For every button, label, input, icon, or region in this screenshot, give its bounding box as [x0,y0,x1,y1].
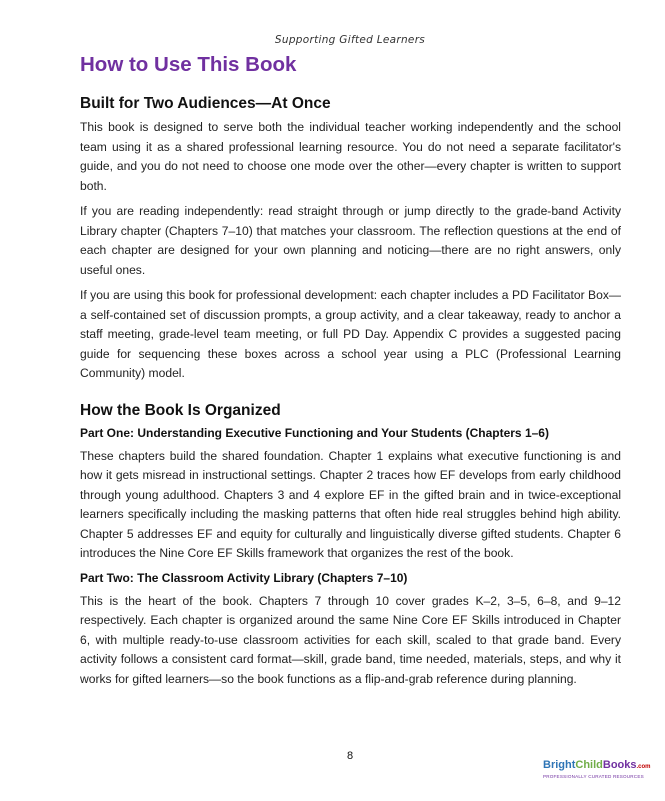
paragraph: If you are reading independently: read straight through or jump directly to the grade-band Activity Library chapter (Chapters 7–10) that matches your classroom. The reflection questions at the end of each chapter are designed for your own planning and noticing—there are no right answers, only useful ones. [80,204,621,277]
logo-tagline: PROFESSIONALLY CURATED RESOURCES [543,774,644,779]
page-number: 8 [346,750,354,762]
running-header: Supporting Gifted Learners [274,34,426,46]
part-one-heading: Part One: Understanding Executive Functioning and Your Students (Chapters 1–6) [80,425,549,440]
paragraph: If you are using this book for professional development: each chapter includes a PD Facilitator Box—a self-contained set of discussion prompts, a group activity, and a clear takeaway, ready to anchor a staff meeting, grade-level team meeting, or full PD Day. Appendix C provides a suggested pacing guide for sequencing these boxes across a school year using a PLC (Professional Learning Community) model. [80,288,621,380]
part-two-heading: Part Two: The Classroom Activity Library (Chapters 7–10) [80,570,408,585]
section-heading-audiences: Built for Two Audiences—At Once [80,95,331,112]
page-content [80,52,621,695]
section-heading-organization: How the Book Is Organized [80,401,281,419]
paragraph: This is the heart of the book. Chapters 7 through 10 cover grades K–2, 3–5, 6–8, and 9–12 respectively. Each chapter is organized around the same Nine Core EF Skills introduced in Chapter 6, with multiple ready-to-use classroom activities for each skill, scaled to that grade band. Every activity follows a consistent card format—skill, grade band, time needed, materials, steps, and why it works for gifted learners—so the book functions as a flip-and-grab reference during planning. [80,593,621,686]
logo-part: Books [602,759,637,771]
paragraph: This book is designed to serve both the individual teacher working independently and the school team using it as a shared professional learning resource. You do not need a separate facilitator's guide, and you do not need to choose one mode over the other—every chapter is written to support both. [80,120,621,193]
paragraph: These chapters build the shared foundation. Chapter 1 explains what executive functioning is and how it gets misread in instructional settings. Chapter 2 traces how EF develops from early childhood through young adulthood. Chapters 3 and 4 explore EF in the gifted brain and in twice-exceptional learners specifically including the masking patterns that often hide real struggles behind high ability. Chapter 5 addresses EF and equity for culturally and linguistically diverse gifted students. Chapter 6 introduces the Nine Core EF Skills framework that organizes the rest of the book. [80,448,621,560]
publisher-logo [543,759,651,783]
page-title: How to Use This Book [80,53,297,76]
logo-part: Child [575,759,603,771]
logo-part: .com [636,764,651,770]
logo-part: Bright [543,759,576,771]
logo-wordmark [543,759,651,773]
